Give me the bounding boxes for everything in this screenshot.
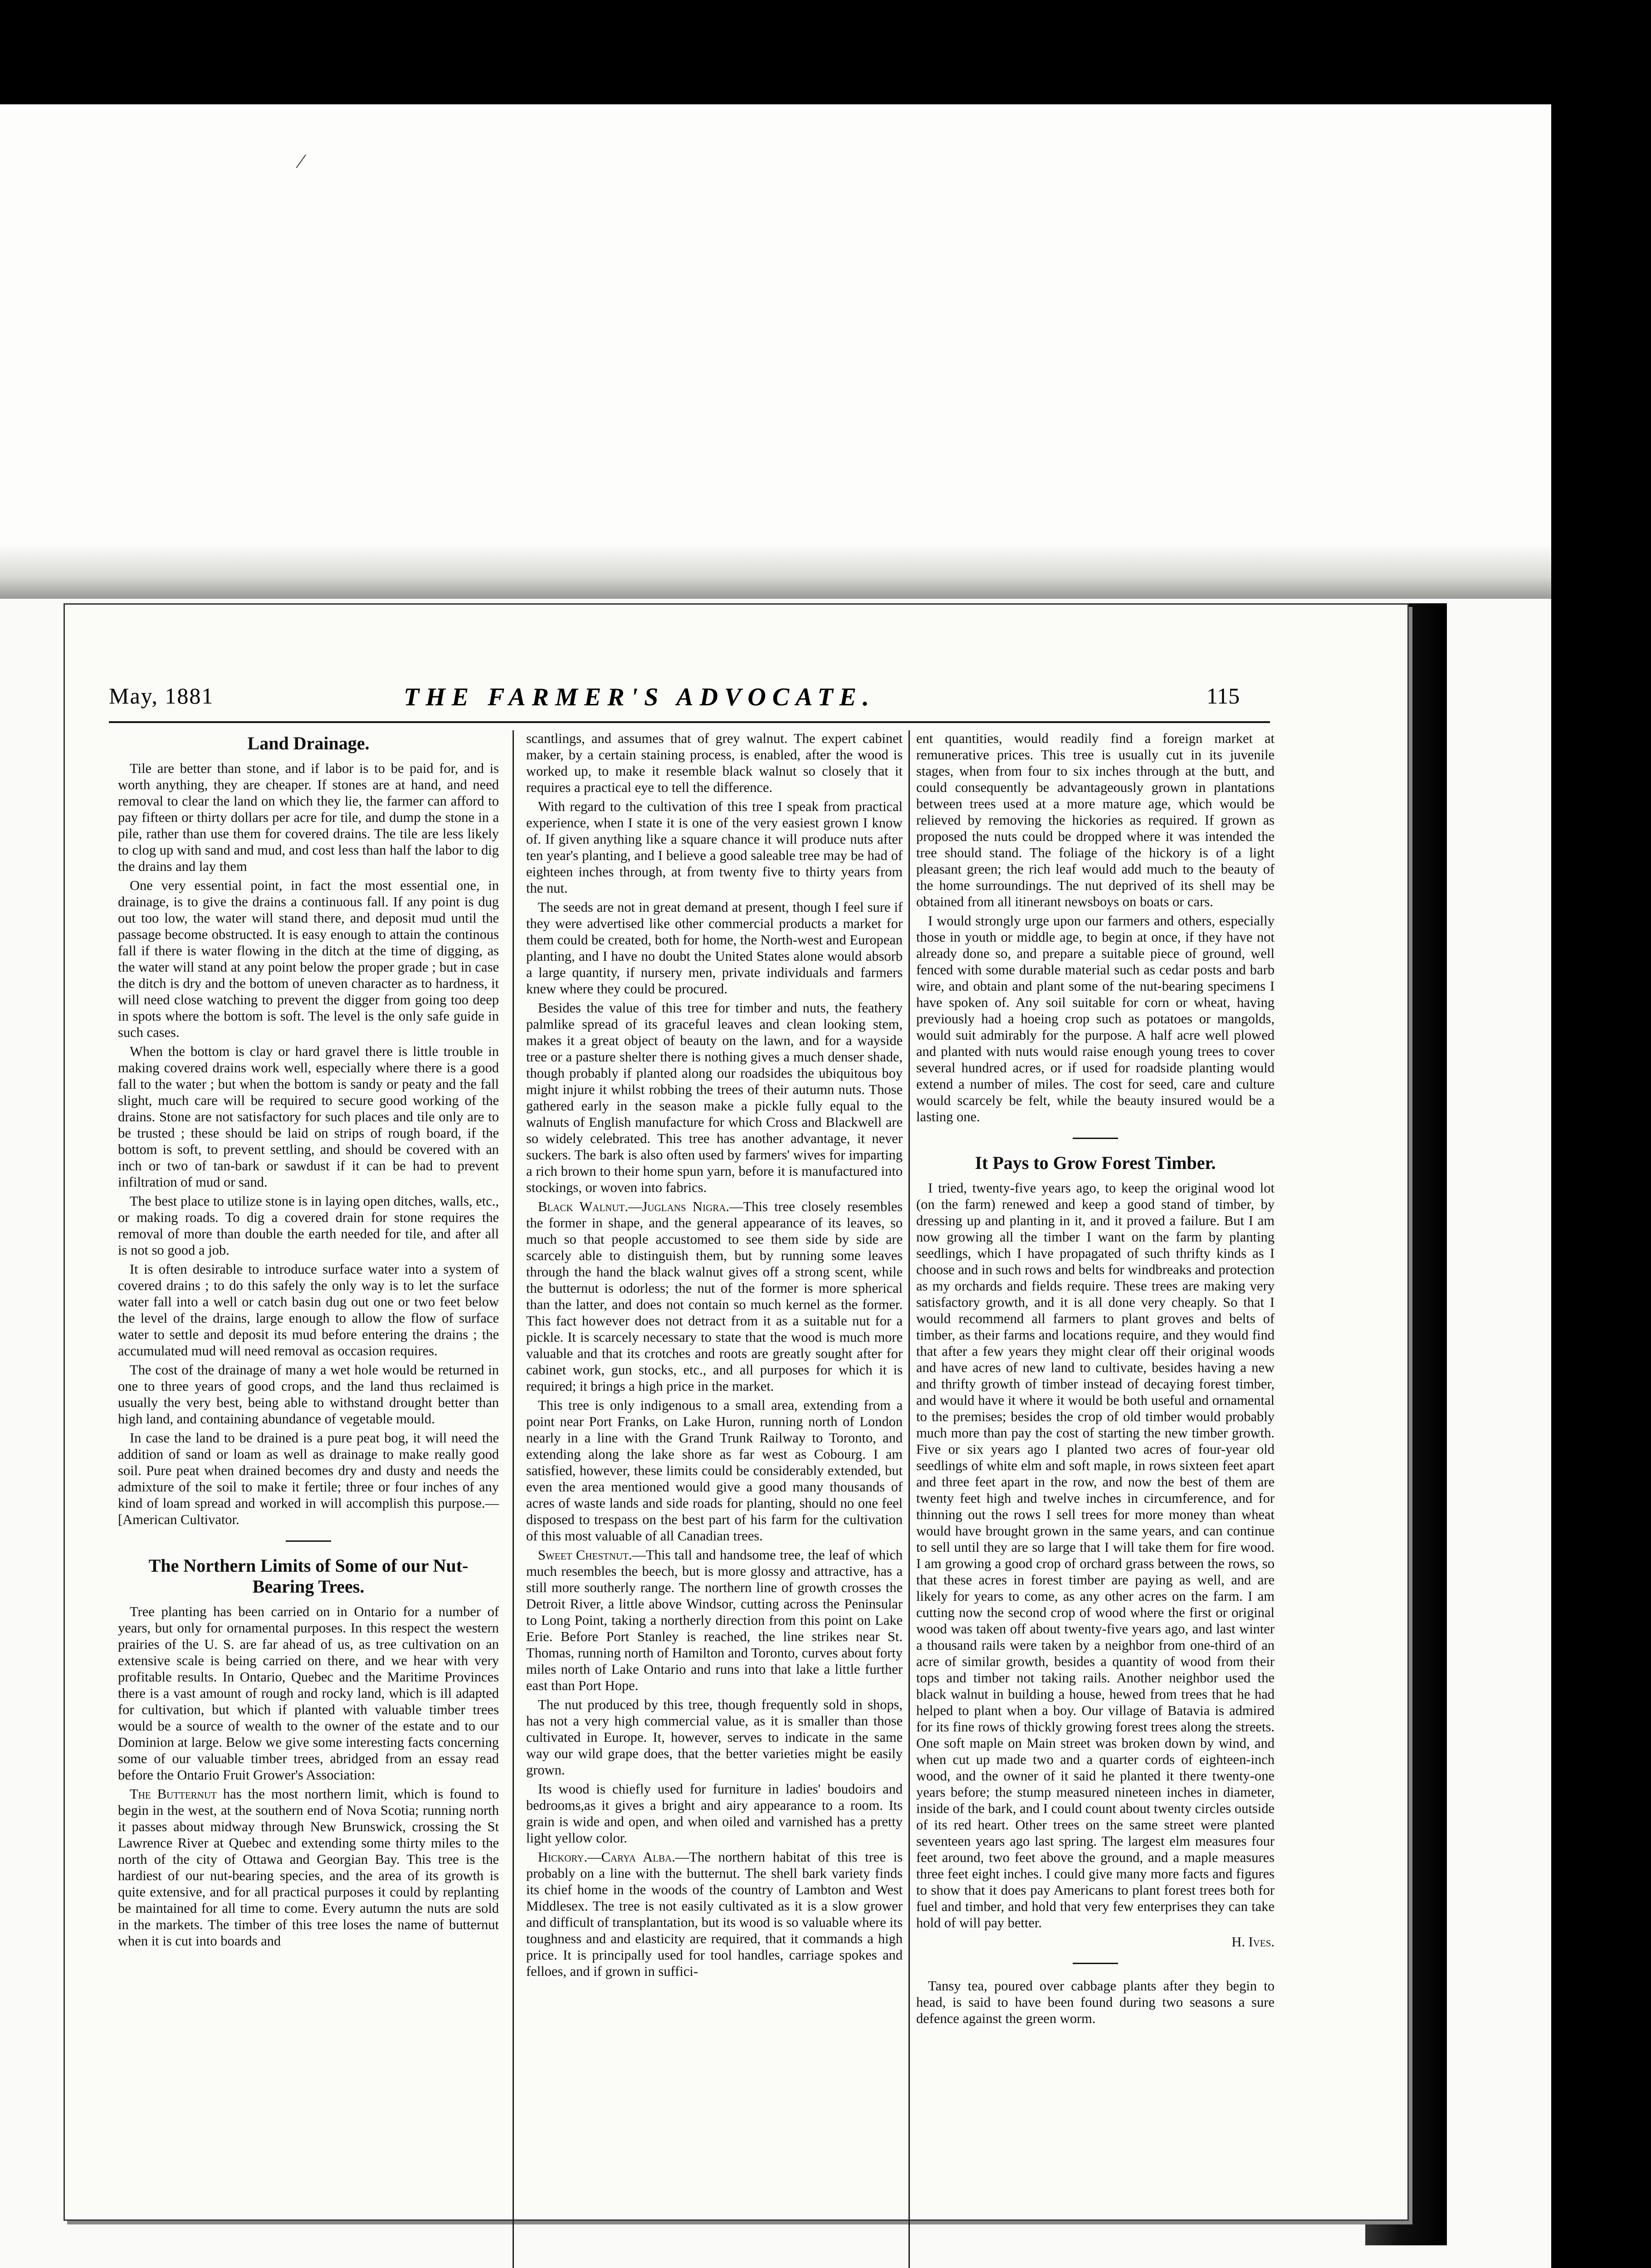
header-title: THE FARMER'S ADVOCATE.: [404, 683, 875, 711]
previous-page-blank: [0, 104, 1551, 585]
paragraph: [526, 1547, 903, 1694]
paragraph: [526, 1198, 903, 1394]
paragraph: Besides the value of this tree for timber and nuts, the feathery palmlike spread of its graceful leaves and clean looking stem, makes it a great object of beauty on the lawn, and for a wayside tree or a pasture shelter there is nothing gives a much denser shade, though probably if planted along our roadsides the ubiquitous boy might injure it whilst robbing the trees of their autumn nuts. Those gathered early in the season make a pickle fully equal to the walnuts of English manufacture for which Cross and Blackwell are so widely celebrated. This tree has another advantage, it never suckers. The bark is also often used by farmers' wives for imparting a rich brown to their home spun yarn, before it is manufactured into stockings, or woven into fabrics.: [526, 1000, 903, 1195]
paragraph: I would strongly urge upon our farmers and others, especially those in youth or middle age, to begin at once, if they have not already done so, and prepare a suitable piece of ground, well fenced with some durable material such as cedar posts and barb wire, and obtain and plant some of the nut-bearing specimens I have spoken of. Any soil suitable for corn or wheat, having previously had a hoeing crop such as potatoes or mangolds, would suit admirably for the purpose. A half acre well plowed and planted with nuts would raise enough young trees to cover several hundred acres, or if used for roadside planting would extend a number of miles. The cost for seed, care and culture would scarcely be felt, while the beauty insured would be a lasting one.: [916, 913, 1275, 1124]
paragraph: ent quantities, would readily find a foreign market at remunerative prices. This tree is usually cut in its juvenile stages, when from four to six inches through at the butt, and could consequently be advantageously grown in plantations between trees used at a more mature age, which would be relieved by removing the hickories as required. If grown as proposed the nuts could be dropped where it was intended the tree should stand. The foliage of the hickory is of a light pleasant green; the rich leaf would add much to the beauty of the home surroundings. The nut deprived of its shell may be obtained from all itinerant newsboys on boats or cars.: [916, 731, 1275, 909]
paragraph: It is often desirable to introduce surface water into a system of covered drains ; to do this safely the only way is to let the surface water fall into a well or catch basin dug out one or two feet below the level of the drains, large enough to allow the flow of surface water to settle and deposit its mud before entering the drains ; the accumulated mud will need removal as occasion requires.: [118, 1261, 499, 1359]
paragraph-body: —The northern habitat of this tree is probably on a line with the butternut. The shell bark variety finds its chief home in the woods of the country of Lambton and West Middlesex. The tree is not easily cultivated as it is a slow grower and difficult of transplantation, but its wood is so valuable where its toughness and and elasticity are required, that it commands a high price. It is principally used for tool handles, carriage spokes and felloes, and if grown in suffici-: [526, 1849, 903, 1979]
column-1: [118, 730, 499, 1952]
scan-border-right: [1551, 104, 1651, 2268]
paragraph-body: has the most northern limit, which is found to begin in the west, at the southern end of Nova Scotia; running north it passes about midway through New Brunswick, crossing the St Lawrence River at Quebec and extending some thirty miles to the north of the city of Ottawa and Georgian Bay. This tree is the hardiest of our nut-bearing species, and the area of its growth is quite extensive, and for all practical purposes it could by replanting be maintained for all time to come. Every autumn the nuts are sold in the markets. The timber of this tree loses the name of butternut when it is cut into boards and: [118, 1786, 499, 1949]
header-rule: [109, 721, 1270, 723]
column-separator: [513, 730, 514, 2268]
section-divider: [1073, 1963, 1118, 1964]
section-divider: [1073, 1138, 1118, 1139]
paragraph: [526, 1849, 903, 1980]
lead-in: Black Walnut.—Juglans Nigra.: [538, 1199, 729, 1214]
paragraph: In case the land to be drained is a pure peat bog, it will need the addition of sand or loam as well as drainage to make really good soil. Pure peat when drained becomes dry and dusty and needs the admixture of the soil to make it fertile; three or four inches of any kind of loam spread and worked in will accomplish this purpose.—[American Cultivator.: [118, 1430, 499, 1527]
paragraph: When the bottom is clay or hard gravel there is little trouble in making covered drains work well, especially where there is a good fall to the water ; but when the bottom is sandy or peaty and the fall slight, much care will be required to secure good working of the drains. Stone are not satisfactory for such places and tile only are to be trusted ; these should be laid on strips of rough board, if the bottom is soft, to prevent settling, and should be covered with an inch or two of tan-bark or sawdust if it can be had to prevent infiltration of mud or sand.: [118, 1044, 499, 1190]
paragraph-body: —This tree closely resembles the former in shape, and the general appearance of its leaves, so much so that people accustomed to see them side by side are scarcely able to distinguish them, but by running some leaves through the hand the black walnut gives off a strong scent, while the butternut is odorless; the nut of the former is more spherical than the latter, and does not contain so much kernel as the former. This fact however does not detract from it as a suitable nut for a pickle. It is scarcely necessary to state that the wood is much more valuable and that its crotches and roots are greatly sought after for cabinet work, gun stocks, etc., and all purposes for which it is required; it brings a high price in the market.: [526, 1199, 903, 1394]
lead-in: Sweet Chestnut.: [538, 1547, 632, 1563]
top-ink-mark: ⁄: [299, 150, 303, 172]
paragraph: Tansy tea, poured over cabbage plants after they begin to head, is said to have been found during two seasons a sure defence against the green worm.: [916, 1978, 1275, 2026]
paragraph: The best place to utilize stone is in laying open ditches, walls, etc., or making roads. To dig a covered drain for stone requires the removal of more than double the earth needed for tile, and after all is not so good a job.: [118, 1193, 499, 1258]
article-title-forest-timber: It Pays to Grow Forest Timber.: [975, 1153, 1216, 1173]
article-title-land-drainage: Land Drainage.: [247, 733, 370, 753]
paragraph: [118, 1786, 499, 1949]
lead-in: The Butternut: [130, 1786, 217, 1802]
page-header: [109, 683, 1270, 714]
paragraph: scantlings, and assumes that of grey walnut. The expert cabinet maker, by a certain staining process, is enabled, after the wood is worked up, to make it resemble black walnut so closely that it requires a practical eye to tell the difference.: [526, 731, 903, 795]
header-page-number: 115: [1206, 683, 1240, 709]
column-2: [526, 730, 903, 1982]
paragraph: The nut produced by this tree, though frequently sold in shops, has not a very high commercial value, as it is smaller than those cultivated in Europe. It, however, serves to indicate in the same way our wild grape does, that the better varieties might be easily grown.: [526, 1697, 903, 1778]
column-3: [916, 730, 1275, 2029]
paragraph: Tile are better than stone, and if labor is to be paid for, and is worth anything, they are cheaper. If stones are at hand, and need removal to clear the land on which they lie, the farmer can afford to pay fifteen or thirty dollars per acre for tile, and dump the stone in a pile, rather than use them for covered drains. The tile are less likely to clog up with sand and mud, and cost less than half the labor to dig the drains and lay them: [118, 761, 499, 874]
paragraph: The cost of the drainage of many a wet hole would be returned in one to three years of good crops, and the land thus reclaimed is usually the very best, being able to withstand drought better than high land, and containing abundance of vegetable mould.: [118, 1362, 499, 1427]
paragraph-body: —This tall and handsome tree, the leaf of which much resembles the beech, but is more glossy and attractive, has a still more southerly range. The northern line of growth crosses the Detroit River, a little above Windsor, cutting across the Peninsular to Long Point, taking a northerly direction from this point on Lake Erie. Before Port Stanley is reached, the line strikes near St. Thomas, running north of Hamilton and Toronto, curves about forty miles north of Lake Ontario and runs into that lake a little further east than Port Hope.: [526, 1547, 903, 1693]
author-signature: H. Ives.: [1231, 1934, 1275, 1950]
paragraph: Tree planting has been carried on in Ontario for a number of years, but only for ornamental purposes. In this respect the western prairies of the U. S. are far ahead of us, as tree cultivation on an extensive scale is being carried on there, and we hear with very profitable results. In Ontario, Quebec and the Maritime Provinces there is a vast amount of rough and rocky land, which is ill adapted for cultivation, but which if planted with valuable timber trees would be a source of wealth to the owner of the estate and to our Dominion at large. Below we give some interesting facts concerning some of our valuable timber trees, abridged from an essay read before the Ontario Fruit Grower's Association:: [118, 1604, 499, 1783]
paragraph: This tree is only indigenous to a small area, extending from a point near Port Franks, on Lake Huron, running north of London nearly in a line with the Grand Trunk Railway to Toronto, and extending along the lake shore as far west as Cobourg. I am satisfied, however, these limits could be considerably extended, but even the area mentioned would give a good many thousands of acres of waste lands and side roads for planting, should no one feel disposed to trespass on the best part of his farm for the cultivation of this most valuable of all Canadian trees.: [526, 1398, 903, 1544]
scan-border-top: [0, 0, 1651, 104]
paragraph: The seeds are not in great demand at present, though I feel sure if they were advertised like other commercial products a market for them could be created, both for home, the North-west and European planting, and I have no doubt the United States alone would absorb a large quantity, if nursery men, private individuals and farmers knew where they could be procured.: [526, 899, 903, 997]
paragraph: One very essential point, in fact the most essential one, in drainage, is to give the drains a continuous fall. If any point is dug out too low, the water will stand there, and deposit mud until the passage become obstructed. It is easy enough to attain the continous fall if there is water flowing in the ditch at the time of digging, as the water will stand at any point below the proper grade ; but in case the ditch is dry and the bottom of uneven character as to hardness, it will need close watching to prevent the digger from going too deep in spots where the bottom is soft. The level is the only safe guide in such cases.: [118, 878, 499, 1040]
section-divider: [286, 1540, 331, 1542]
paragraph: I tried, twenty-five years ago, to keep the original wood lot (on the farm) renewed and keep a good stand of timber, by dressing up and planting in it, and it proved a failure. But I am now growing all the timber I want on the farm by planting seedlings, which I have propagated of such thrifty kinds as I choose and in such rows and belts for windbreaks and protection as my orchards and fields require. These trees are making very satisfactory growth, and it is all done very cheaply. So that I would recommend all farmers to plant groves and belts of timber, as their farms and locations require, and they would find that after a few years they might clear off their original woods and have acres of new land to cultivate, besides having a new and thrifty growth of timber instead of decaying forest timber, and would have it where it would be both useful and ornamental to the premises; besides the crop of old timber would probably much more than pay the cost of starting the new timber growth. Five or six years ago I planted two acres of four-year old seedlings of white elm and soft maple, in rows sixteen feet apart and three feet apart in the row, and now the best of them are twenty feet high and twelve inches in circumference, and for thinning out the rows I sell trees for more money than wheat would have brought grown in the same years, and can continue to sell until they are so large that I will take them for fire wood. I am growing a good crop of orchard grass between the rows, so that these acres in forest timber are paying as well, and are likely for years to come, as any other acres on the farm. I am cutting now the second crop of wood where the first or original wood was taken off about twenty-five years ago, and last winter a thousand rails were taken by a neighbor from one-third of an acre of similar growth, besides a quantity of wood from their tops and timber not taking rails. Another neighbor used the black walnut in building a house, hewed from trees that he had helped to plant when a boy. Our village of Batavia is admired for its fine rows of thickly growing forest trees along the streets. One soft maple on Main street was broken down by wind, and when cut up made two and a quarter cords of eighteen-inch wood, and the owner of it said he planted it there twenty-one years before; the stump measured nineteen inches in diameter, inside of the bark, and I could count about twenty circles outside of its red heart. Other trees on the same street were planted seventeen years ago last spring. The largest elm measures four feet around, two feet above the ground, and a maple measures three feet eight inches. I could give many more facts and figures to show that it does pay Americans to plant forest trees both for fuel and timber, and hold that very few enterprises they can take hold of will pay better.: [916, 1180, 1275, 1931]
torn-page-edge: [0, 544, 1551, 599]
lead-in: Hickory.—Carya Alba.: [538, 1849, 675, 1865]
paragraph: Its wood is chiefly used for furniture in ladies' boudoirs and bedrooms,as it gives a bright and airy appearance to a room. Its grain is wide and open, and when oiled and varnished has a pretty light yellow color.: [526, 1781, 903, 1846]
article-title-northern-limits: The Northern Limits of Some of our Nut-Bearing Trees.: [148, 1555, 469, 1597]
column-separator: [909, 730, 910, 2268]
paragraph: With regard to the cultivation of this tree I speak from practical experience, when I state it is one of the very easiest grown I know of. If given anything like a square chance it will produce nuts after ten year's planting, and I believe a good saleable tree may be had of eighteen inches through, at from twenty five to thirty years from the nut.: [526, 799, 903, 896]
header-date: May, 1881: [109, 683, 214, 709]
